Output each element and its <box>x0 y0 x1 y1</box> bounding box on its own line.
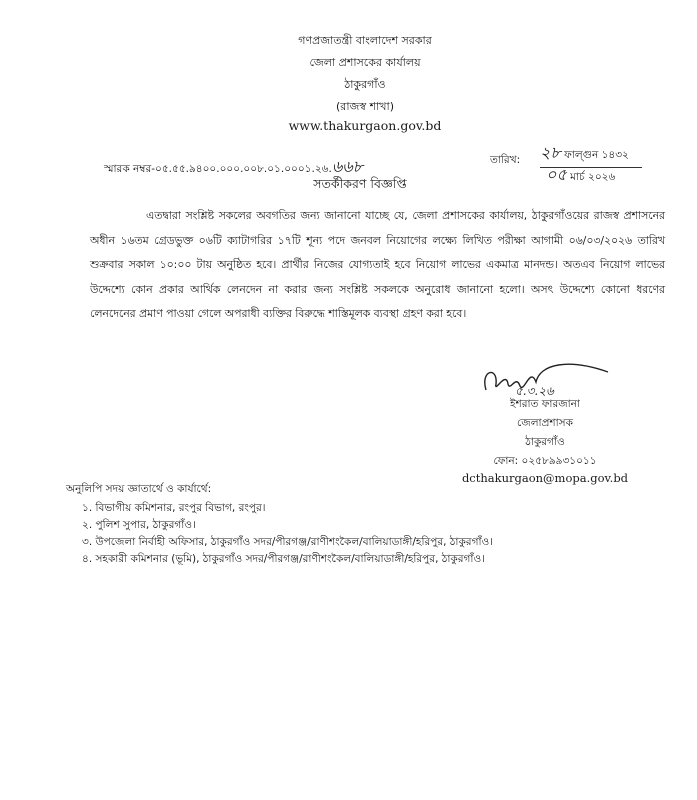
copy-recipient: ৪. সহকারী কমিশনার (ভূমি), ঠাকুরগাঁও সদর/পীরগঞ্জ/রাণীশংকৈল/বালিয়াডাঙ্গী/হরিপুর, ঠাকুরগাঁও। <box>82 553 485 565</box>
memo-label: স্মারক নম্বর-০৫.৫৫.৯৪০০.০০০.০০৮.০১.০০০১.২৬. <box>104 163 332 175</box>
office-name: জেলা প্রশাসকের কার্যালয় <box>309 56 421 69</box>
bangla-day: ২৮ <box>540 143 561 162</box>
website-link[interactable]: www.thakurgaon.gov.bd <box>288 118 442 133</box>
branch-name: (রাজস্ব শাখা) <box>336 100 394 113</box>
copy-recipient: ১. বিভাগীয় কমিশনার, রংপুর বিভাগ, রংপুর। <box>82 502 266 514</box>
date-label: তারিখ: <box>490 154 521 166</box>
copy-recipient: ৩. উপজেলা নির্বাহী অফিসার, ঠাকুরগাঁও সদর/পীরগঞ্জ/রাণীশংকৈল/বালিয়াডাঙ্গী/হরিপুর, ঠাকুরগাঁও। <box>82 536 493 548</box>
bangla-month-year: ফাল্গুন ১৪৩২ <box>564 149 629 161</box>
district-name: ঠাকুরগাঁও <box>344 78 386 91</box>
english-day: ০৫ <box>546 165 567 184</box>
english-month-year: মার্চ ২০২৬ <box>570 171 616 183</box>
signatory-phone: ফোন: ০২৫৮৯৯৩১০১১ <box>493 455 597 467</box>
copy-recipient: ২. পুলিশ সুপার, ঠাকুরগাঁও। <box>82 519 196 531</box>
government-name: গণপ্রজাতন্ত্রী বাংলাদেশ সরকার <box>298 34 432 47</box>
signatory-district: ঠাকুরগাঁও <box>525 436 565 448</box>
signatory-email[interactable]: dcthakurgaon@mopa.gov.bd <box>461 471 629 485</box>
signature-date: ৫.৩.২৬ <box>515 384 554 398</box>
signatory-designation: জেলাপ্রশাসক <box>517 417 573 429</box>
memo-handwritten-number: ৬৬৮ <box>331 157 364 176</box>
copies-heading: অনুলিপি সদয় জ্ঞাতার্থে ও কার্যার্থে: <box>66 483 212 495</box>
notice-title: সতর্কীকরণ বিজ্ঞপ্তি <box>313 176 407 191</box>
notice-body: এতদ্বারা সংশ্লিষ্ট সকলের অবগতির জন্য জানানো যাচ্ছে যে, জেলা প্রশাসকের কার্যালয়, ঠাকুরগাঁওয়ের রাজস্ব প্রশাসনের অধীন ১৬তম গ্রেডভুক্ত ০৬টি ক্যাটাগরির ১৭টি শূন্য পদে জনবল নিয়োগের লক্ষ্যে লিখিত পরীক্ষা আগামী ০৬/০৩/২০২৬ তারিখ শুক্রবার সকাল ১০:০০ টায় অনুষ্ঠিত হবে। প্রার্থীর নিজের যোগ্যতাই হবে নিয়োগ লাভের একমাত্র মানদন্ড। অতএব নিয়োগ লাভের উদ্দেশ্যে কোন প্রকার আর্থিক লেনদেন না করার জন্য সংশ্লিষ্ট সকলকে অনুরোধ জানানো হলো। অসৎ উদ্দেশ্যে কোনো ধরণের লেনদেনের প্রমাণ পাওয়া গেলে অপরাধী ব্যক্তির বিরুদ্ধে শাস্তিমূলক ব্যবস্থা গ্রহণ করা হবে। <box>90 209 665 320</box>
signatory-name: ইশরাত ফারজানা <box>510 398 580 410</box>
